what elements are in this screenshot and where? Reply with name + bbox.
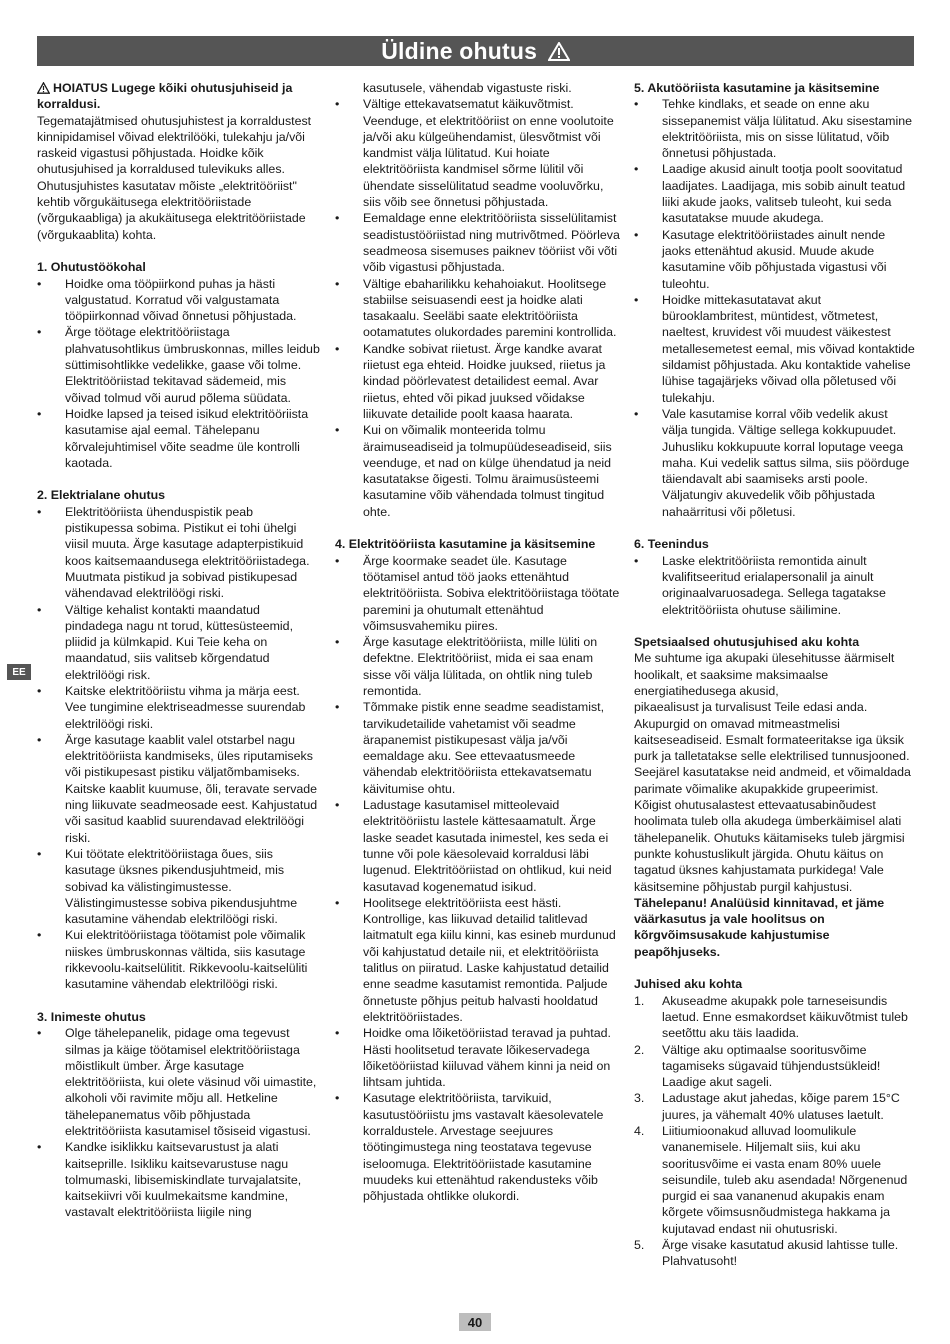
list-number: 4.: [634, 1124, 645, 1138]
page-number: 40: [459, 1313, 491, 1331]
list-item: • Vältige kehalist kontakti maandatud pindadega nagu nt torud, küttesüsteemid, pliidid ja külmkapid. Kui Teie keha on maandatud, siis valitseb kõrgendatud elektrilöögi risk.: [37, 602, 321, 683]
section-title: Juhised aku kohta: [634, 977, 743, 992]
list-item: • Kandke sobivat riietust. Ärge kandke avarat riietust ega ehteid. Hoidke juuksed, riietus ja kindad pöörlevatest detailidest eemal. Avar riietus, ehted või pikad juuksed võidakse liikuvate detailide poolt kaasa haarata.: [335, 341, 620, 422]
list-item: • Ärge kasutage elektritööriista, mille lüliti on defektne. Elektritööriist, mida ei saa enam sisse või välja lülitada, on ohtlik ning tuleb remontida.: [335, 634, 620, 699]
warning-icon: [548, 42, 570, 61]
bullet-list: [634, 553, 916, 618]
list-item: • Ärge koormake seadet üle. Kasutage töötamisel antud töö jaoks ettenähtud elektritööriista. Sobiva elektritööriistaga töötate paremini ja ohutumalt ettenähtud võimsusvahemiku piires.: [335, 553, 620, 634]
list-item: • Hoidke lapsed ja teised isikud elektritööriista kasutamise ajal eemal. Tähelepanu kõrvalejuhtimisel võite seadme üle kontrolli kaotada.: [37, 406, 321, 471]
section-title: 6. Teenindus: [634, 537, 709, 552]
list-item: • Hoidke oma lõiketööriistad teravad ja puhtad. Hästi hoolitsetud teravate lõikeservadega lõiketööriistad kiiluvad vähem kinni ja neid on lihtsam juhtida.: [335, 1025, 620, 1090]
list-text: Akuseadme akupakk pole tarneseisundis laetud. Enne esmakordset käikuvõtmist tuleb seetõttu aku täis laadida.: [662, 993, 908, 1041]
bullet-list: [335, 553, 620, 1205]
body-text: Me suhtume iga akupaki ülesehitusse äärmiselt hoolikalt, et saaksime maksimaalse energiatihedusega akusid,: [634, 651, 895, 698]
page-title: Üldine ohutus: [381, 38, 570, 65]
bullet-list: [335, 96, 620, 520]
list-number: 2.: [634, 1042, 645, 1057]
list-item: • Ärge töötage elektritööriistaga plahvatusohtlikus ümbruskonnas, milles leidub süttimisohtlikke vedelikke, gaase või tolme. Elektritööriistad tekitavad sädemeid, mis võivad tolmud või aurud põlema süüdata.: [37, 324, 321, 405]
language-tab: EE: [7, 664, 31, 680]
list-item: • Tehke kindlaks, et seade on enne aku sissepanemist välja lülitatud. Aku sisestamine elektritööriista, mis on sisse lülitatud, võib õnnetusi põhjustada.: [634, 96, 916, 161]
list-item: [634, 1042, 916, 1091]
list-item: • Vältige ebaharilikku kehahoiakut. Hoolitsege stabiilse seisuasendi eest ja hoidke alati tasakaalu. Seeläbi saate elektritööriista ootamatutes olukordades paremini kontrollida.: [335, 276, 620, 341]
body-text: pikaealisust ja turvalisust Teile edasi anda. Akupurgid on omavad mitmeastmelisi kaitseseadiseid. Esmalt formateeritakse iga üksik purk ja talletatakse selle elektrilised tunnusjooned. Seejärel kasutatakse neid andmeid, et võimaldada parimate võimalike akupakkide grupeerimist.: [634, 700, 911, 796]
list-number: 1.: [634, 993, 645, 1008]
column-1: [37, 80, 321, 1221]
list-item: • Kui on võimalik monteerida tolmu äraimuseadiseid ja tolmupüüdeseadiseid, siis veenduge, et nad on külge ühendatud ja neid kasutatakse õigesti. Tolmu äraimusüsteemi kasutamine võib vähendada tolmust tingitud ohte.: [335, 422, 620, 520]
list-number: 5.: [634, 1238, 645, 1253]
list-item: • Laadige akusid ainult tootja poolt soovitatud laadijates. Laadijaga, mis sobib ainult teatud liiki akude jaoks, valitseb tuleoht, kui seda kasutatakse muude akudega.: [634, 161, 916, 226]
list-item: • Elektritööriista ühenduspistik peab pistikupessa sobima. Pistikut ei tohi ühelgi viisil muuta. Ärge kasutage adapterpistikuid koos kaitsemaandusega elektritööriistadega. Muutmata pistikud ja sobivad pistikupesad vähendavad elektrilöögi riski.: [37, 504, 321, 602]
section-title: 4. Elektritööriista kasutamine ja käsitsemine: [335, 537, 596, 552]
bullet-list: [37, 276, 321, 472]
list-item: • Kasutage elektritööriista, tarvikuid, kasutustööriistu jms vastavalt käesolevatele korraldustele. Arvestage seejuures töötingimustega ning teostatava tegevuse iseloomuga. Elektritööriistade kasutamine muudeks kui ettenähtud rakendusteks võib põhjustada ohtlikke olukordi.: [335, 1090, 620, 1204]
list-item: • Kandke isiklikku kaitsevarustust ja alati kaitseprille. Isikliku kaitsevarustuse nagu tolmumaski, libisemiskindlate turvajalatsite, kaitsekiivri või kuulmekaitsme kandmine, vastavalt elektritööriista liigile ning: [37, 1139, 321, 1220]
intro-text-2: Ohutusjuhistes kasutatav mõiste „elektritööriist" kehtib võrgukäitusega elektritööriistade (võrgukaabliga) ja akukäitusega elektritööriistade (võrgukaablita) kohta.: [37, 178, 306, 242]
list-item: • Hoidke mittekasutatavat akut bürooklambritest, müntidest, võtmetest, naeltest, kruvidest või muudest väikestest metallesemetest eemal, mis võivad kontaktide sildamist põhjustada. Aku kontaktide vahelise lühise tagajärjeks võivad olla põletused või tulekahju.: [634, 292, 916, 406]
column-2: [335, 80, 620, 1204]
list-text: Ladustage akut jahedas, kõige parem 15°C juures, ja vähemalt 40% ulatuses laetult.: [662, 1091, 900, 1122]
list-item: [634, 1090, 916, 1123]
section-title: Spetsiaalsed ohutusjuhised aku kohta: [634, 635, 860, 650]
list-item: • Eemaldage enne elektritööriista sisselülitamist seadistustööriistad ning mutrivõtmed. Pöörleva seadmeosa sisemuses paiknev tööriist või võti võib vigastusi põhjustada.: [335, 210, 620, 275]
list-item: • Vältige ettekavatsematut käikuvõtmist. Veenduge, et elektritööriist on enne voolutoite ja/või aku külgeühendamist, ülesvõtmist või kandmist välja lülitatud. Kui hoiate elektritööriista kandmisel sõrme lülitil või ühendate sisselülitatud seadme vooluvõrku, siis võib see õnnetusi põhjustada.: [335, 96, 620, 210]
list-number: 3.: [634, 1091, 645, 1106]
bullet-list: [634, 96, 916, 520]
list-item: • Tõmmake pistik enne seadme seadistamist, tarvikudetailide vahetamist või seadme ärapanemist pistikupesast välja ja/või eemaldage aku. See ettevaatusmeede vähendab elektritööriista ettekavatsematu käivitumise ohtu.: [335, 699, 620, 797]
list-item: • Olge tähelepanelik, pidage oma tegevust silmas ja käige töötamisel elektritööriistaga mõistlikult ümber. Ärge kasutage elektritööriista, kui olete väsinud või uimastite, alkoholi või ravimite mõju all. Hetkeline tähelepanematus võib põhjustada elektritööriista kasutamisel tõsiseid vigastusi.: [37, 1025, 321, 1139]
list-item: • Vale kasutamise korral võib vedelik akust välja tungida. Vältige sellega kokkupuudet. Juhusliku kokkupuute korral loputage veega maha. Kui vedelik sattus silma, siis pöörduge täiendavalt abi saamiseks arsti poole. Väljatungiv akuvedelik võib põhjustada nahaärritusi või põletusi.: [634, 406, 916, 520]
warning-heading: HOIATUS Lugege kõiki ohutusjuhiseid ja korraldusi.: [37, 81, 293, 112]
list-item: • Hoolitsege elektritööriista eest hästi. Kontrollige, kas liikuvad detailid talitlevad laitmatult ega kiilu kinni, kas esineb murdunud või kahjustatud detaile nii, et elektritööriista talitlus on piiratud. Laske kahjustatud detailid enne seadme kasutamist remontida. Paljude õnnetuste põhjus peitub halvasti hooldatud elektritööriistades.: [335, 895, 620, 1025]
list-text: Liitiumioonakud alluvad loomulikule vananemisele. Hiljemalt siis, kui aku sooritusvõime ei vasta enam 80% uuele seisundile, tuleb aku asendada! Nõrgenenud purgid ei saa vananenud akupakis enam kõrgete võimsusnõudmistega hakkama ja kujutavad endast nii ohutusriski.: [662, 1124, 908, 1236]
list-item: • Kui töötate elektritööriistaga õues, siis kasutage üksnes pikendusjuhtmeid, mis sobivad ka välistingimustesse. Välistingimustesse sobiva pikendusjuhtme kasutamine vähendab elektrilöögi riski.: [37, 846, 321, 927]
warning-icon: [37, 82, 50, 94]
bullet-list: [37, 1025, 321, 1221]
bullet-list: [37, 504, 321, 993]
list-text: Ärge visake kasutatud akusid lahtisse tulle. Plahvatusoht!: [662, 1238, 899, 1269]
list-item: • Kaitske elektritööriistu vihma ja märja eest. Vee tungimine elektriseadmesse suurendab elektrilöögi riski.: [37, 683, 321, 732]
intro-text: Tegematajätmised ohutusjuhistest ja korraldustest kinnipidamisel võivad elektrilööki, tulekahju ja/või raskeid vigastusi põhjustada. Hoidke kõik ohutusjuhised ja korraldused tulevikuks alles.: [37, 113, 312, 177]
list-item: • Kasutage elektritööriistades ainult nende jaoks ettenähtud akusid. Muude akude kasutamine võib põhjustada vigastusi või tuleohtu.: [634, 227, 916, 292]
list-item: [634, 993, 916, 1042]
list-item: [634, 1237, 916, 1270]
section-title: 3. Inimeste ohutus: [37, 1009, 146, 1024]
page-header: [37, 36, 914, 66]
list-item: • Ladustage kasutamisel mitteolevaid elektritööriistu lastele kättesaamatult. Ärge laske seadet kasutada inimestel, kes seda ei tunne või pole käesolevaid korraldusi läbi lugenud. Elektritööriistad on ohtlikud, kui neid kasutavad kogenematud isikud.: [335, 797, 620, 895]
bold-notice: Tähelepanu! Analüüsid kinnitavad, et jäme väärkasutus ja vale hoolitsus on kõrgvõimsusakude kahjustumise peapõhjuseks.: [634, 895, 885, 959]
section-title: 5. Akutööriista kasutamine ja käsitsemine: [634, 81, 880, 95]
continued-text: kasutusele, vähendab vigastuste riski.: [363, 81, 572, 95]
numbered-list: [634, 993, 916, 1270]
body-text: Kõigist ohutusalastest ettevaatusabinõudest hoolimata tuleb olla akudega ümberkäimisel alati tähelepanelik. Ohutuks käitamiseks tuleb järgmisi punkte kohustuslikult järgida. Ohutu käitus on tagatud üksnes kahjustamata purkidega! Vale käsitsemine põhjustab purgil kahjustusi.: [634, 798, 905, 894]
column-3: [634, 80, 916, 1270]
list-item: [634, 1123, 916, 1237]
list-item: • Ärge kasutage kaablit valel otstarbel nagu elektritööriista kandmiseks, üles riputamiseks või pistikupesast pistiku väljatõmbamiseks. Kaitske kaablit kuumuse, õli, teravate servade ning liikuvate seadmeosade eest. Kahjustatud või sasitud kaablid suurendavad elektrilöögi riski.: [37, 732, 321, 846]
section-title: 1. Ohutustöökohal: [37, 260, 146, 275]
list-item: • Laske elektritööriista remontida ainult kvalifitseeritud erialapersonalil ja ainult originaalvaruosadega. Sellega tagatakse elektritööriista ohutuse säilimine.: [634, 553, 916, 618]
list-item: • Hoidke oma tööpiirkond puhas ja hästi valgustatud. Korratud või valgustamata tööpiirkonnad võivad õnnetusi põhjustada.: [37, 276, 321, 325]
list-text: Vältige aku optimaalse sooritusvõime tagamiseks sügavaid tühjendustsükleid! Laadige akut sageli.: [662, 1042, 881, 1090]
list-item: • Kui elektritööriistaga töötamist pole võimalik niiskes ümbruskonnas vältida, siis kasutage rikkevoolu-kaitselülitit. Rikkevoolu-kaitselüliti kasutamine vähendab elektrilöögi riski.: [37, 927, 321, 992]
section-title: 2. Elektrialane ohutus: [37, 488, 166, 503]
